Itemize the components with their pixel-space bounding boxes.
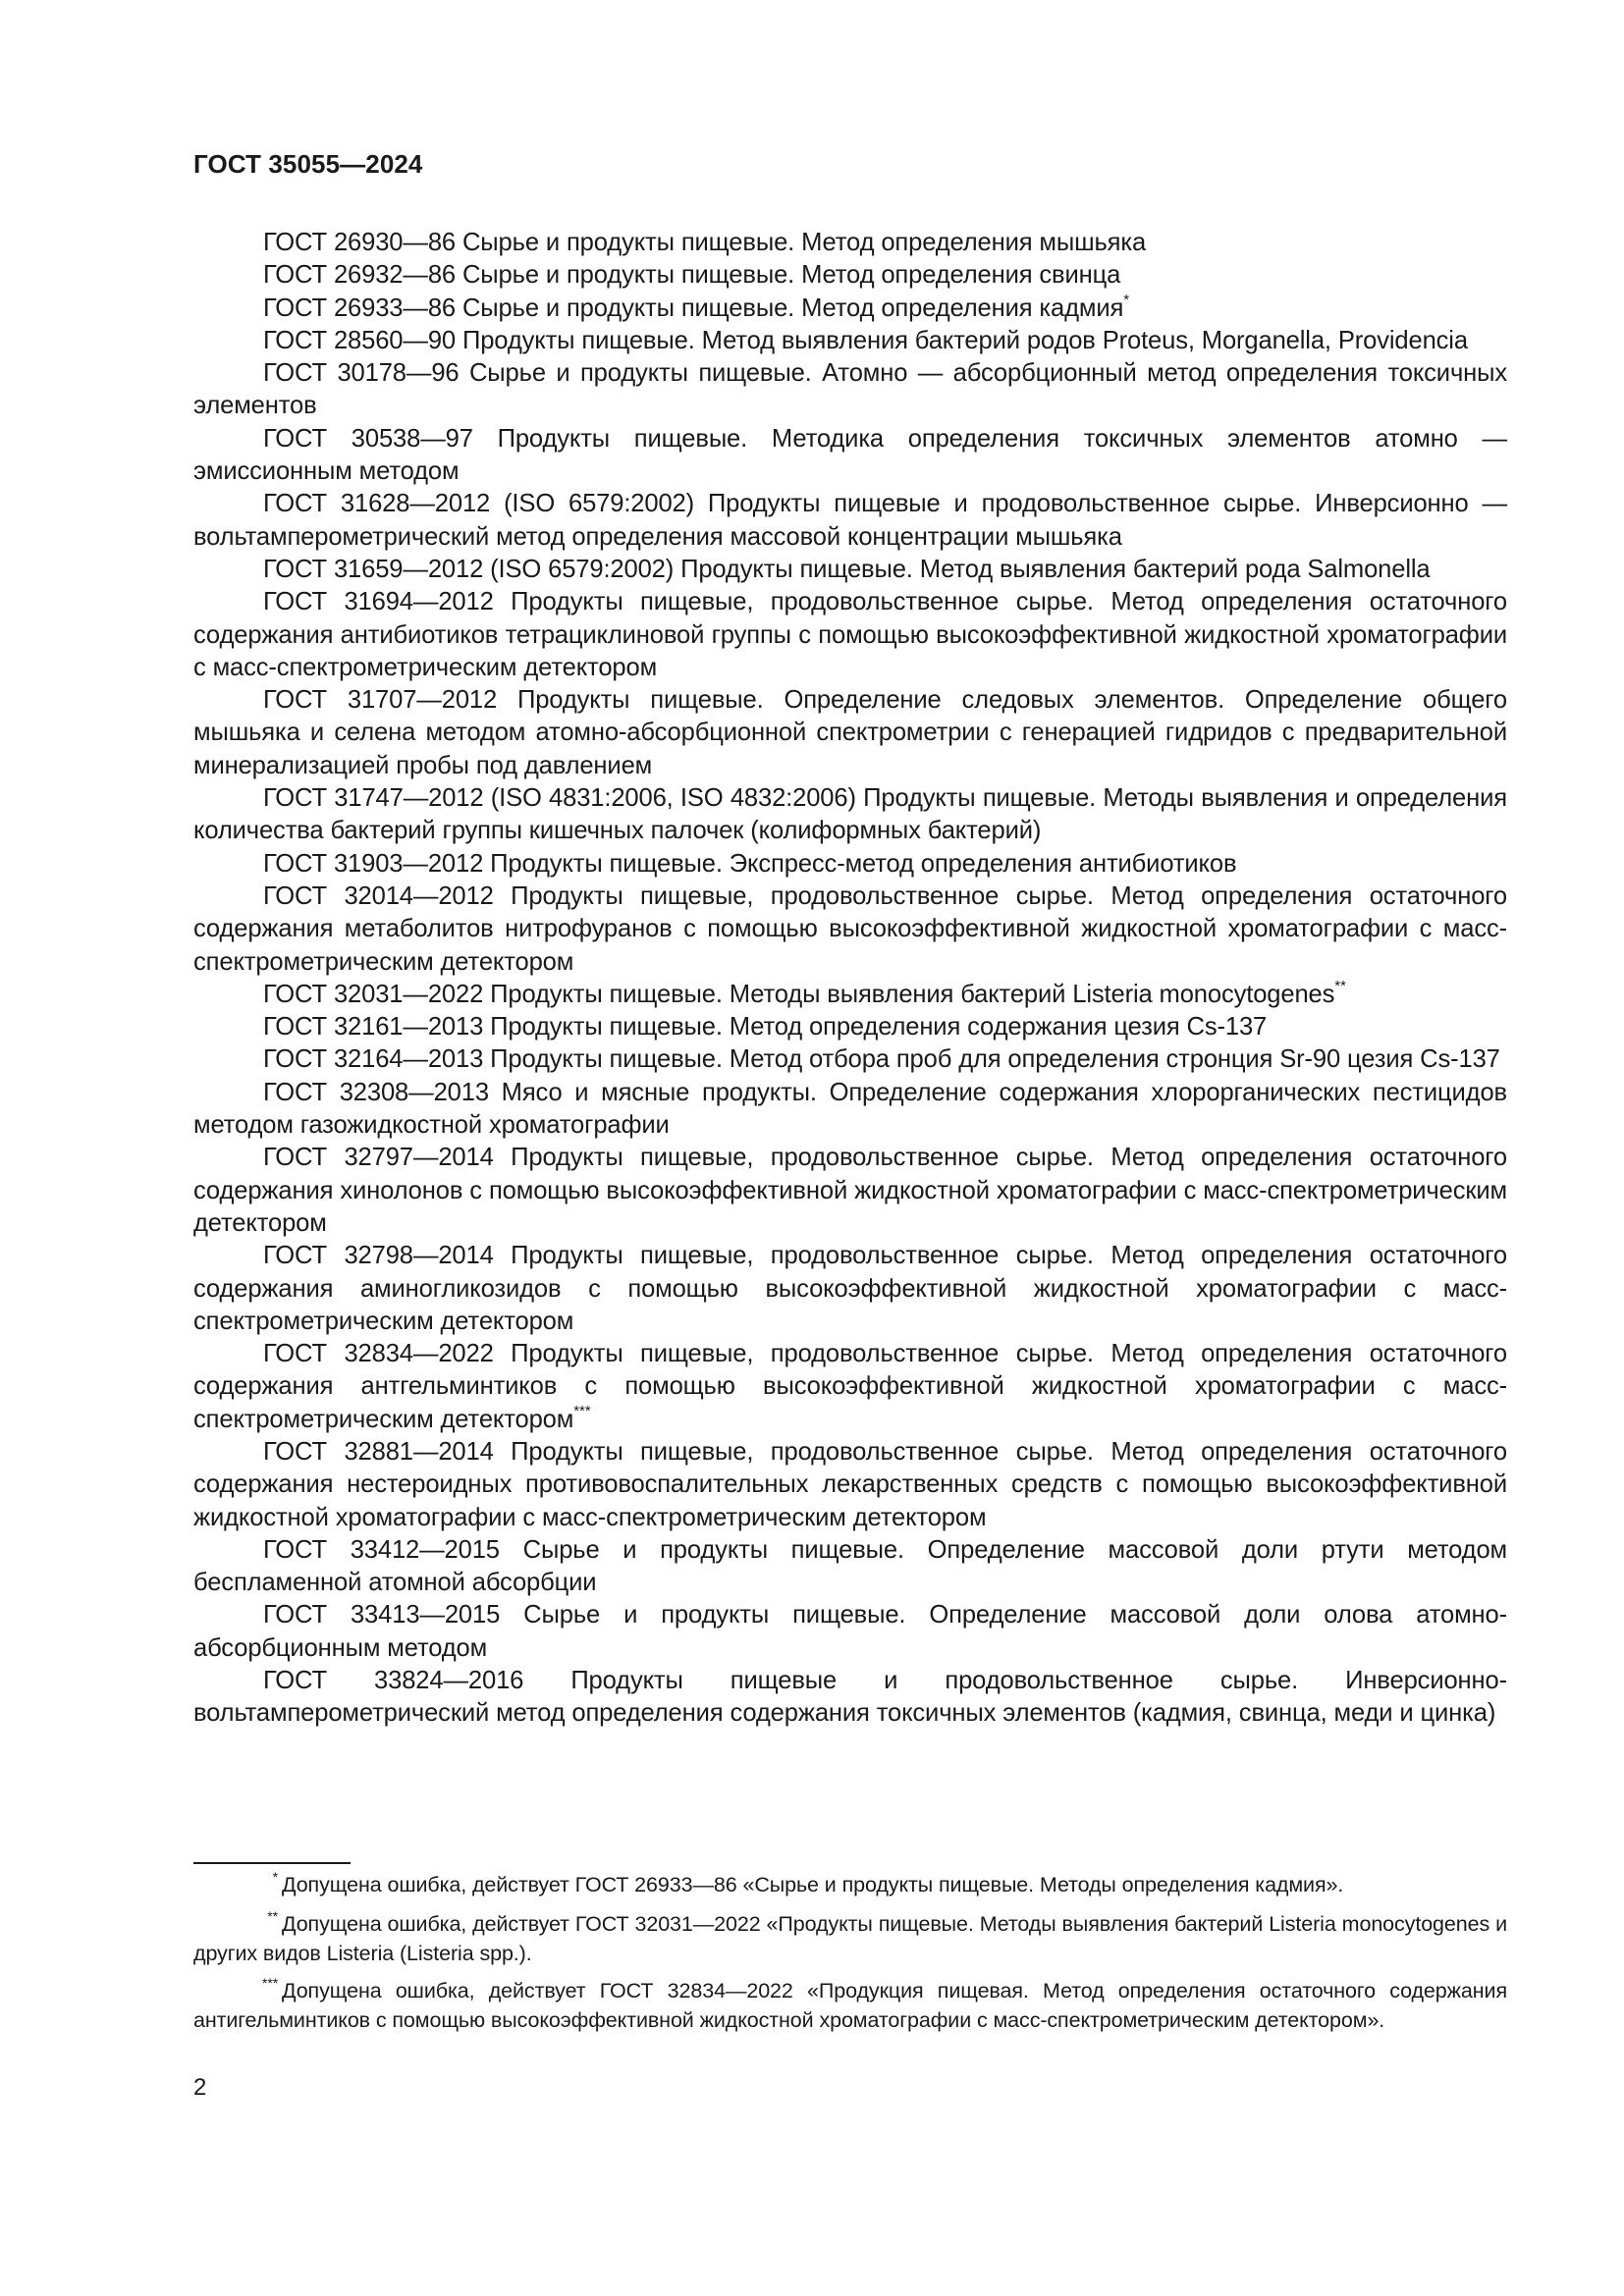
reference-code: ГОСТ 33824—2016 (263, 1667, 524, 1695)
reference-item (193, 423, 1507, 489)
reference-title: Продукты пищевые, продовольственное сырье. Метод определения остаточного содержания антибиотиков тетрациклиновой группы с помощью высокоэффективной жидкостной хроматографии с масс-спектрометрическим детектором (193, 588, 1507, 681)
reference-title: (ISO 6579:2002) Продукты пищевые и продовольственное сырье. Инверсионно — вольтамперометрический метод определения массовой концентрации мышьяка (193, 490, 1507, 551)
reference-title: Сырье и продукты пищевые. Метод определения свинца (461, 261, 1121, 290)
reference-item (193, 1599, 1507, 1665)
reference-item (193, 325, 1507, 357)
footnote-marker: *** (262, 1975, 279, 1991)
reference-code: ГОСТ 31694—2012 (263, 588, 494, 616)
page-number: 2 (193, 2074, 207, 2101)
reference-code: ГОСТ 26930—86 (263, 229, 456, 256)
reference-item (193, 881, 1507, 979)
reference-code: ГОСТ 32031—2022 (263, 980, 484, 1008)
reference-code: ГОСТ 32014—2012 (263, 881, 494, 910)
reference-code: ГОСТ 33412—2015 (263, 1535, 500, 1564)
reference-title: Продукты пищевые, продовольственное сырье. Метод определения остаточного содержания метаболитов нитрофуранов с помощью высокоэффективной жидкостной хроматографии с масс-спектрометрическим детектором (193, 881, 1507, 976)
reference-code: ГОСТ 28560—90 (263, 326, 456, 354)
reference-code: ГОСТ 33413—2015 (263, 1601, 501, 1629)
footnote-item (193, 1910, 1507, 1967)
reference-code: ГОСТ 31628—2012 (263, 490, 491, 518)
normative-references-list (193, 227, 1507, 1731)
reference-item (193, 554, 1507, 586)
reference-item (193, 293, 1507, 325)
footnote-item (193, 1977, 1507, 2034)
reference-code: ГОСТ 32161—2013 (263, 1013, 484, 1041)
reference-title: Сырье и продукты пищевые. Метод определения мышьяка (461, 229, 1147, 256)
reference-title: Продукты пищевые. Определение следовых элементов. Определение общего мышьяка и селена методом атомно-абсорбционной спектрометрии с генерацией гидридов с предварительной минерализацией пробы под давлением (193, 686, 1507, 779)
reference-code: ГОСТ 31747—2012 (263, 784, 484, 813)
reference-item (193, 1142, 1507, 1240)
reference-code: ГОСТ 32881—2014 (263, 1437, 494, 1466)
reference-item (193, 684, 1507, 782)
reference-title: (ISO 4831:2006, ISO 4832:2006) Продукты пищевые. Методы выявления и определения количества бактерий группы кишечных палочек (колиформных бактерий) (193, 784, 1507, 845)
reference-title: Сырье и продукты пищевые. Определение массовой доли ртути методом беспламенной атомной абсорбции (193, 1535, 1507, 1597)
footnote-marker[interactable]: * (1123, 291, 1130, 308)
reference-item (193, 1665, 1507, 1731)
reference-code: ГОСТ 32797—2014 (263, 1144, 494, 1172)
reference-code: ГОСТ 30538—97 (263, 424, 473, 453)
reference-item (193, 586, 1507, 684)
reference-title: Продукты пищевые, продовольственное сырье. Метод определения остаточного содержания аминогликозидов с помощью высокоэффективной жидкостной хроматографии с масс-спектрометрическим детектором (193, 1242, 1507, 1335)
reference-title: Продукты пищевые. Метод выявления бактерий родов Proteus, Morganella, Providencia (461, 326, 1468, 354)
footnote-text: Допущена ошибка, действует ГОСТ 32834—2022 «Продукция пищевая. Метод определения остаточного содержания антигельминтиков с помощью высокоэффективной жидкостной хроматографии с масс-спектрометрическим детектором». (193, 1979, 1507, 2032)
reference-code: ГОСТ 31707—2012 (263, 686, 498, 715)
footnote-marker: ** (267, 1908, 278, 1924)
footnotes (193, 1871, 1507, 2044)
document-code-header: ГОСТ 35055—2024 (193, 149, 423, 179)
footnote-marker[interactable]: *** (573, 1402, 591, 1419)
reference-title: Сырье и продукты пищевые. Определение массовой доли олова атомно-абсорбционным методом (193, 1601, 1507, 1662)
footnote-item (193, 1871, 1507, 1900)
reference-code: ГОСТ 32164—2013 (263, 1045, 484, 1074)
reference-code: ГОСТ 31659—2012 (263, 555, 484, 583)
footnote-text: Допущена ошибка, действует ГОСТ 32031—2022 «Продукты пищевые. Методы выявления бактерий Listeria monocytogenes и других видов Listeria (Listeria spp.). (193, 1912, 1507, 1965)
reference-title: Продукты пищевые. Методы выявления бактерий Listeria monocytogenes (490, 980, 1335, 1008)
reference-title: Продукты пищевые. Методика определения токсичных элементов атомно — эмиссионным методом (193, 424, 1507, 486)
reference-item (193, 1436, 1507, 1534)
reference-item (193, 357, 1507, 423)
reference-title: Мясо и мясные продукты. Определение содержания хлорорганических пестицидов методом газожидкостной хроматографии (193, 1078, 1507, 1140)
reference-item (193, 227, 1507, 259)
reference-item (193, 782, 1507, 848)
reference-title: Продукты пищевые. Экспресс-метод определения антибиотиков (490, 849, 1237, 878)
reference-item (193, 1011, 1507, 1043)
reference-title: Продукты пищевые, продовольственное сырье. Метод определения остаточного содержания антгельминтиков с помощью высокоэффективной жидкостной хроматографии с масс-спектрометрическим детектором (193, 1340, 1507, 1433)
reference-item (193, 259, 1507, 292)
reference-code: ГОСТ 32308—2013 (263, 1078, 489, 1106)
reference-code: ГОСТ 26932—86 (263, 261, 456, 290)
reference-title: Продукты пищевые, продовольственное сырье. Метод определения остаточного содержания нестероидных противовоспалительных лекарственных средств с помощью высокоэффективной жидкостной хроматографии с масс-спектрометрическим детектором (193, 1437, 1507, 1531)
footnote-text: Допущена ошибка, действует ГОСТ 26933—86 «Сырье и продукты пищевые. Методы определения кадмия». (282, 1873, 1344, 1896)
reference-item (193, 979, 1507, 1011)
reference-title: Продукты пищевые. Метод отбора проб для определения стронция Sr-90 цезия Cs-137 (490, 1045, 1500, 1074)
reference-code: ГОСТ 32834—2022 (263, 1340, 494, 1368)
footnote-marker[interactable]: ** (1334, 977, 1346, 994)
reference-item (193, 1240, 1507, 1338)
reference-title: Сырье и продукты пищевые. Метод определения кадмия (461, 294, 1124, 322)
reference-item (193, 488, 1507, 554)
reference-title: Сырье и продукты пищевые. Атомно — абсорбционный метод определения токсичных элементов (193, 359, 1508, 420)
reference-item (193, 1534, 1507, 1600)
reference-title: Продукты пищевые, продовольственное сырье. Метод определения остаточного содержания хинолонов с помощью высокоэффективной жидкостной хроматографии с масс-спектрометрическим детектором (193, 1144, 1507, 1237)
reference-code: ГОСТ 31903—2012 (263, 849, 484, 878)
reference-code: ГОСТ 32798—2014 (263, 1242, 494, 1270)
reference-code: ГОСТ 30178—96 (263, 359, 460, 388)
reference-title: Продукты пищевые и продовольственное сырье. Инверсионно-вольтамперометрический метод определения содержания токсичных элементов (кадмия, свинца, меди и цинка) (193, 1667, 1507, 1728)
reference-item (193, 1077, 1507, 1143)
reference-code: ГОСТ 26933—86 (263, 294, 456, 322)
reference-title: Продукты пищевые. Метод определения содержания цезия Cs-137 (490, 1013, 1268, 1041)
footnote-marker: * (272, 1869, 278, 1885)
reference-item (193, 1338, 1507, 1436)
reference-item (193, 848, 1507, 881)
reference-title: (ISO 6579:2002) Продукты пищевые. Метод выявления бактерий рода Salmonella (490, 555, 1431, 583)
reference-item (193, 1043, 1507, 1076)
